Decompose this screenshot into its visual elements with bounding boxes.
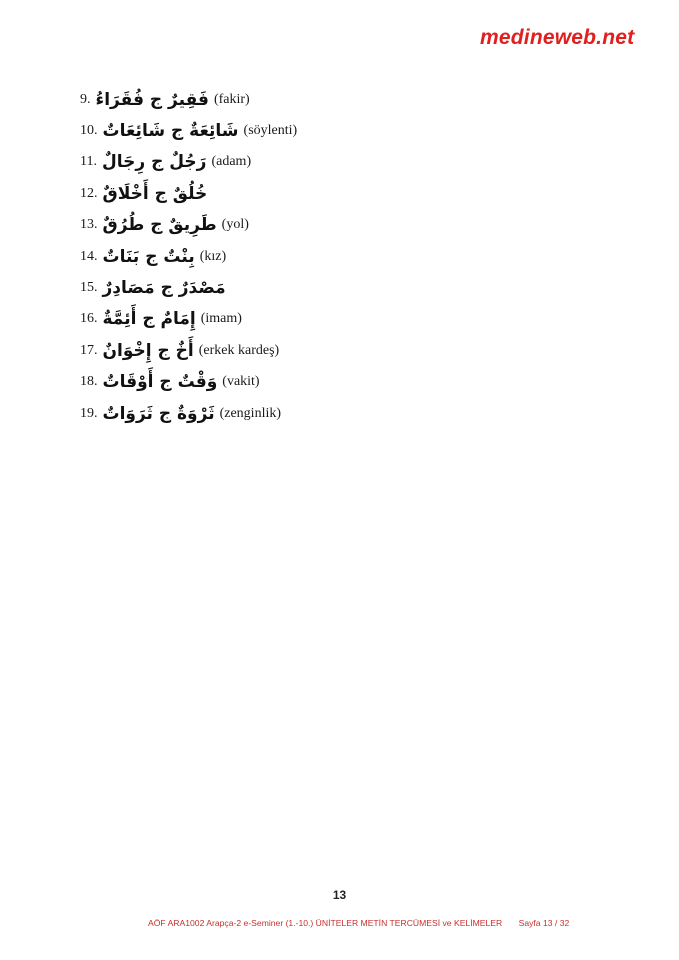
arabic-word: خُلُقٌ ج أَخْلَاقٌ (102, 183, 208, 204)
item-number: 11. (80, 154, 97, 170)
arabic-word: مَصْدَرٌ ج مَصَادِرٌ (102, 278, 226, 299)
turkish-meaning: (imam) (200, 311, 242, 327)
arabic-word: فَقِيرٌ ج فُقَرَاءُ (95, 89, 209, 110)
turkish-meaning: (yol) (221, 217, 249, 233)
turkish-meaning: (vakit) (222, 374, 260, 390)
turkish-meaning: (kız) (199, 248, 227, 264)
turkish-meaning: (adam) (211, 154, 252, 170)
list-item (80, 210, 500, 241)
arabic-word: أَخٌ ج إِخْوَانٌ (102, 340, 194, 361)
arabic-word: رَجُلٌ ج رِجَالٌ (101, 152, 207, 173)
vocabulary-list (80, 84, 500, 429)
list-item (80, 147, 500, 178)
item-number: 10. (80, 123, 98, 139)
item-number: 19. (80, 405, 98, 421)
turkish-meaning: (erkek kardeş) (198, 342, 280, 358)
arabic-word: شَائِعَةٌ ج شَائِعَاتٌ (102, 121, 239, 142)
arabic-word: بِنْتٌ ج بَنَاتٌ (102, 246, 195, 267)
page-number: 13 (332, 888, 347, 902)
arabic-word: ثَرْوَةٌ ج ثَرَوَاتٌ (102, 403, 215, 424)
item-number: 14. (80, 248, 98, 264)
list-item (80, 304, 500, 335)
arabic-word: إِمَامٌ ج أَئِمَّةٌ (102, 309, 196, 330)
list-item (80, 84, 500, 115)
arabic-word: طَرِيقٌ ج طُرُقٌ (102, 215, 217, 236)
list-item (80, 178, 500, 209)
footer-title: AÖF ARA1002 Arapça-2 e-Seminer (1.-10.) ÜNİTELER METİN TERCÜMESİ ve KELİMELER (148, 918, 503, 928)
item-number: 18. (80, 374, 98, 390)
list-item (80, 398, 500, 429)
item-number: 16. (80, 311, 98, 327)
list-item (80, 272, 500, 303)
list-item (80, 115, 500, 146)
item-number: 15. (80, 280, 98, 296)
list-item (80, 367, 500, 398)
item-number: 9. (80, 91, 91, 107)
list-item (80, 335, 500, 366)
item-number: 12. (80, 185, 98, 201)
footer-page-label: Sayfa 13 / 32 (518, 918, 570, 928)
page-footer (148, 918, 569, 928)
arabic-word: وَقْتٌ ج أَوْقَاتٌ (102, 372, 218, 393)
list-item (80, 241, 500, 272)
turkish-meaning: (zenginlik) (219, 405, 282, 421)
turkish-meaning: (söylenti) (243, 123, 298, 139)
turkish-meaning: (fakir) (213, 91, 250, 107)
item-number: 17. (80, 342, 98, 358)
item-number: 13. (80, 217, 98, 233)
site-link[interactable]: medineweb.net (480, 26, 635, 49)
